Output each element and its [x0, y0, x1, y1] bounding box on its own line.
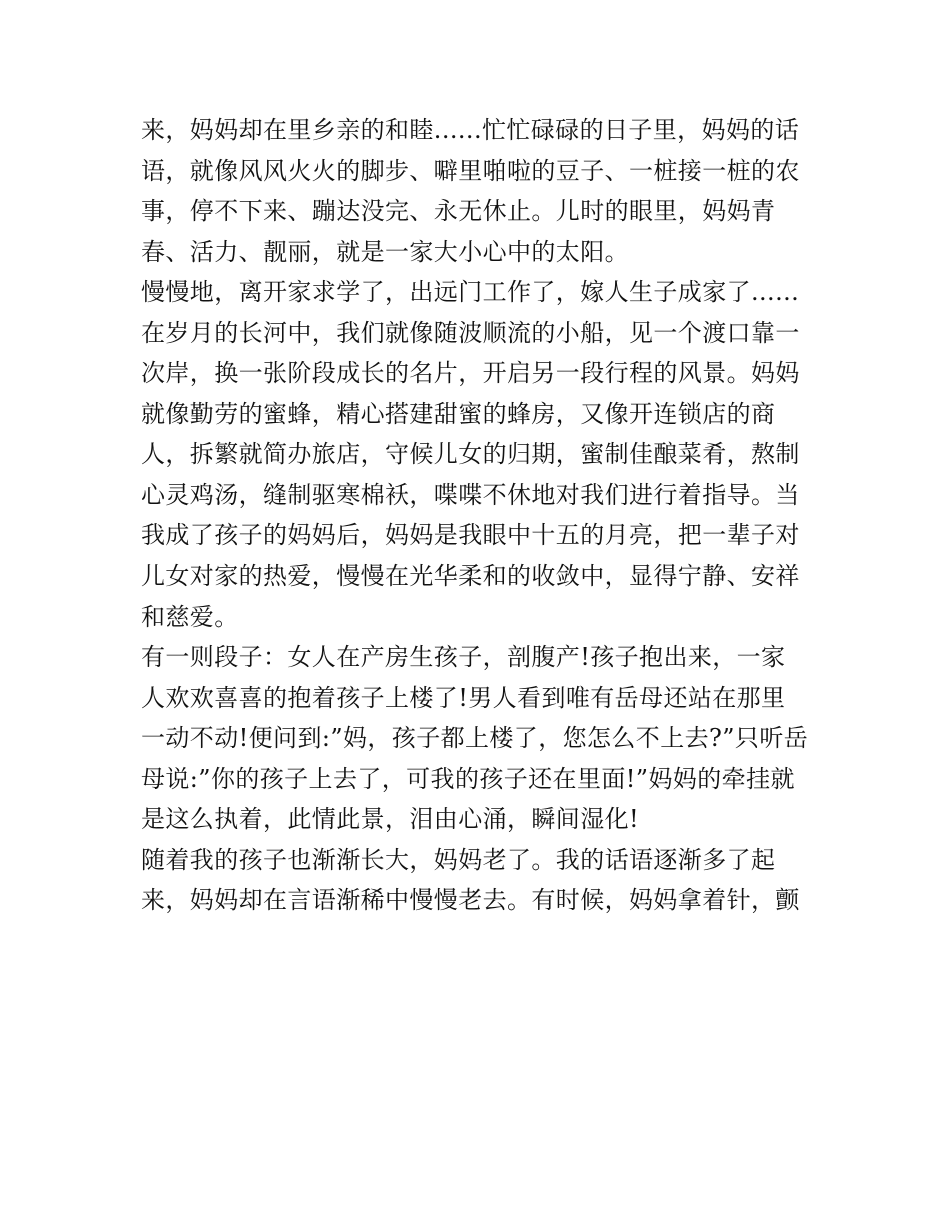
paragraph-4 [141, 840, 821, 921]
text-line: 来，妈妈却在言语渐稀中慢慢老去。有时候，妈妈拿着针，颤 [141, 886, 800, 915]
paragraph-2 [141, 272, 821, 637]
text-line: 有一则段子：女人在产房生孩子，剖腹产!孩子抱出来，一家 [141, 643, 786, 672]
text-line: 在岁月的长河中，我们就像随波顺流的小船，见一个渡口靠一 [141, 318, 800, 347]
text-line: 语，就像风风火火的脚步、噼里啪啦的豆子、一桩接一桩的农 [141, 156, 800, 185]
text-line: 一动不动!便问到:”妈，孩子都上楼了，您怎么不上去?”只听岳 [141, 724, 809, 753]
text-line: 人，拆繁就简办旅店，守候儿女的归期，蜜制佳酿菜肴，熬制 [141, 440, 800, 469]
text-line: 随着我的孩子也渐渐长大，妈妈老了。我的话语逐渐多了起 [141, 845, 776, 874]
text-line: 和慈爱。 [141, 602, 239, 631]
paragraph-1 [141, 110, 821, 272]
text-line: 慢慢地，离开家求学了，出远门工作了，嫁人生子成家了...... [141, 278, 800, 307]
text-line: 我成了孩子的妈妈后，妈妈是我眼中十五的月亮，把一辈子对 [141, 521, 800, 550]
text-line: 春、活力、靓丽，就是一家大小心中的太阳。 [141, 237, 629, 266]
text-line: 儿女对家的热爱，慢慢在光华柔和的收敛中，显得宁静、安祥 [141, 562, 800, 591]
text-line: 母说:”你的孩子上去了，可我的孩子还在里面!”妈妈的牵挂就 [141, 764, 795, 793]
text-line: 次岸，换一张阶段成长的名片，开启另一段行程的风景。妈妈 [141, 359, 800, 388]
text-line: 人欢欢喜喜的抱着孩子上楼了!男人看到唯有岳母还站在那里 [141, 683, 786, 712]
paragraph-3 [141, 637, 821, 840]
text-line: 心灵鸡汤，缝制驱寒棉袄，喋喋不休地对我们进行着指导。当 [141, 480, 800, 509]
text-line: 就像勤劳的蜜蜂，精心搭建甜蜜的蜂房，又像开连锁店的商 [141, 399, 776, 428]
text-line: 来，妈妈却在里乡亲的和睦......忙忙碌碌的日子里，妈妈的话 [141, 116, 800, 144]
document-body [141, 110, 821, 921]
text-line: 是这么执着，此情此景，泪由心涌，瞬间湿化! [141, 805, 640, 834]
text-line: 事，停不下来、蹦达没完、永无休止。儿时的眼里，妈妈青 [141, 197, 776, 226]
